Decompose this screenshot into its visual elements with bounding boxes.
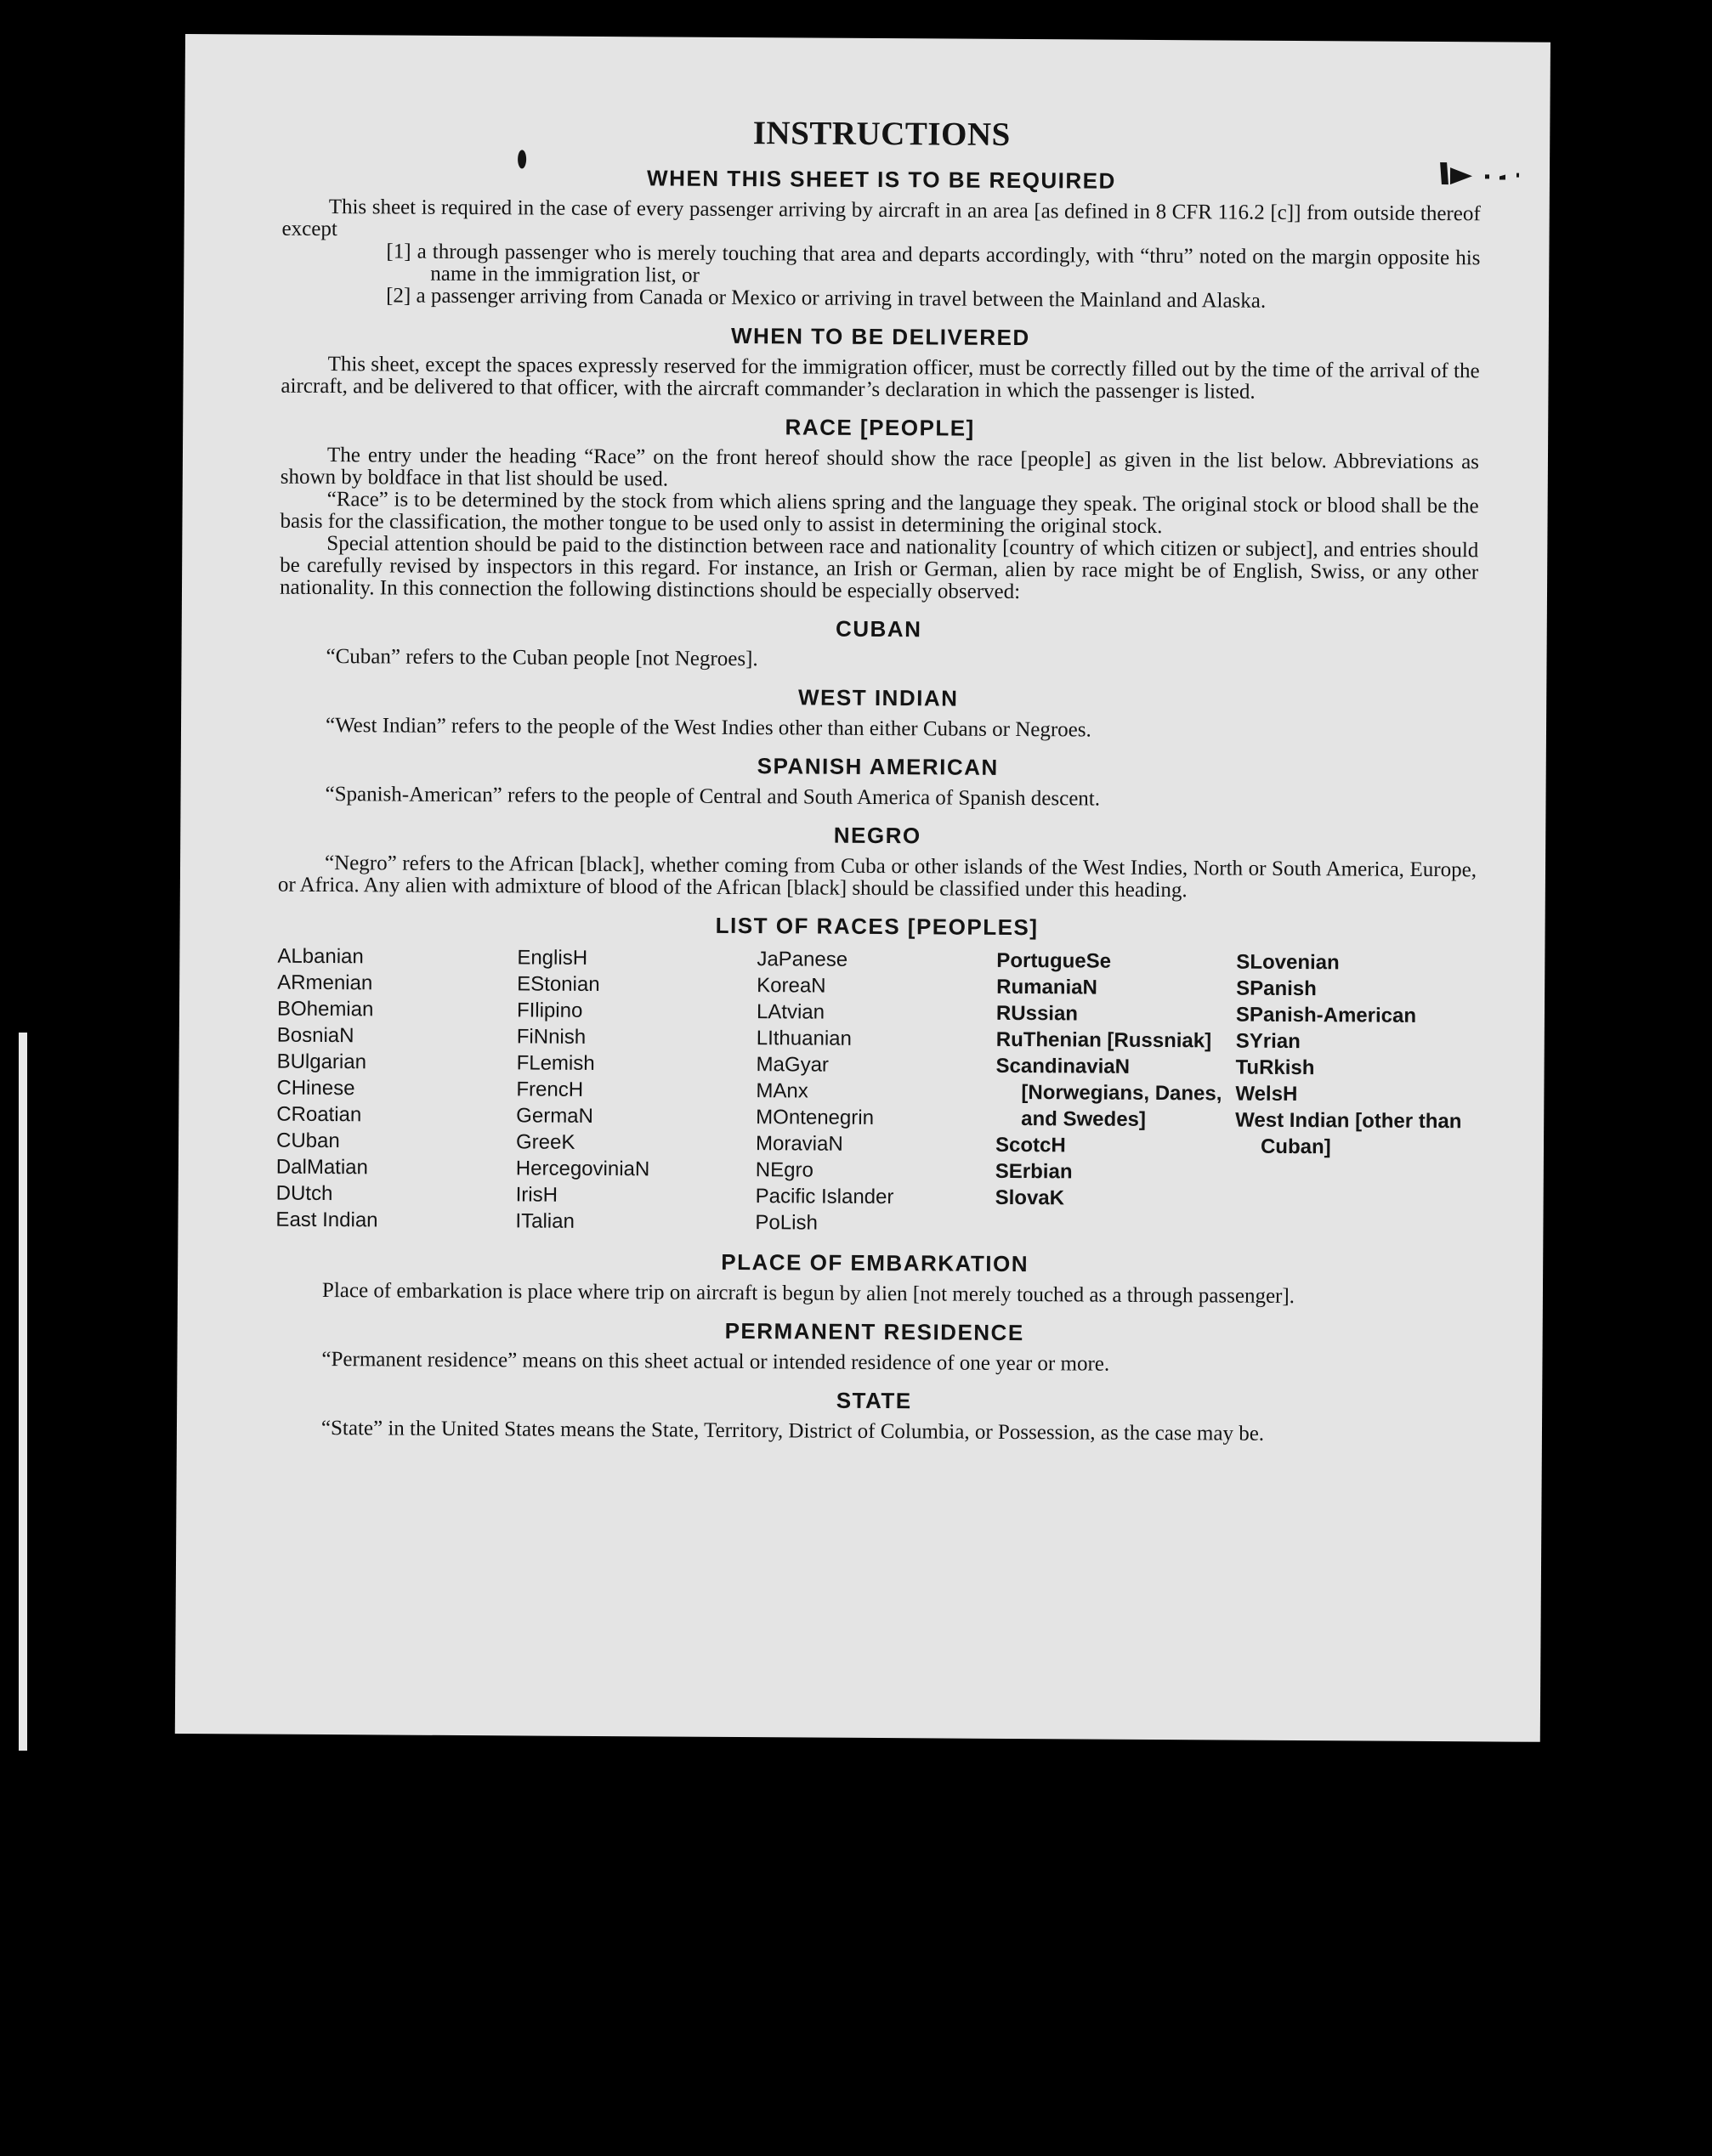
race-item: PoLish xyxy=(755,1211,818,1235)
races-column-5 xyxy=(1234,949,1476,1241)
race-item: ScotcH xyxy=(995,1133,1066,1157)
when-delivered-text: This sheet, except the spaces expressly reserved for the immigration officer, must be correctly filled out by the time of the arrival of the aircraft, and be delivered to that officer, with the aircraft commander’s declaration in which the passenger is listed. xyxy=(281,353,1480,404)
heading-list-of-races: LIST OF RACES [PEOPLES] xyxy=(715,912,1039,941)
race-item: KoreaN xyxy=(757,974,826,998)
race-item: SlovaK xyxy=(995,1186,1065,1210)
west-indian-text: “West Indian” refers to the people of the West Indies other than either Cubans or Negroes. xyxy=(325,714,1091,742)
race-item: RumaniaN xyxy=(996,975,1097,999)
race-item: East Indian xyxy=(275,1208,378,1232)
race-item: FrencH xyxy=(516,1078,584,1101)
race-item: ScandinaviaN [Norwegians, Danes, and Swedes] xyxy=(995,1054,1222,1131)
state-text: “State” in the United States means the State, Territory, District of Columbia, or Possession, as the case may be. xyxy=(320,1417,1265,1446)
race-item: LAtvian xyxy=(756,1000,825,1024)
races-column-2 xyxy=(515,944,757,1236)
race-item: SPanish xyxy=(1236,976,1317,1001)
heading-cuban: CUBAN xyxy=(835,615,922,642)
race-paragraph-1: The entry under the heading “Race” on the front hereof should show the race [people] as given in the list below. Abbreviations as shown by boldface in that list should be used. xyxy=(280,444,1480,491)
race-item: IrisH xyxy=(515,1183,558,1207)
spanish-american-text: “Spanish-American” refers to the people of Central and South America of Spanish descent. xyxy=(325,783,1101,811)
race-item: GreeK xyxy=(515,1130,575,1154)
race-item: MOntenegrin xyxy=(756,1106,875,1129)
race-item: FIlipino xyxy=(516,999,583,1022)
heading-state: STATE xyxy=(836,1387,912,1414)
race-item: CUban xyxy=(275,1129,340,1153)
race-item: EStonian xyxy=(517,972,600,996)
race-item: JaPanese xyxy=(757,948,848,971)
race-item: ITalian xyxy=(515,1209,575,1233)
race-item: GermaN xyxy=(516,1104,593,1128)
race-item: Pacific Islander xyxy=(755,1185,894,1209)
race-item: CRoatian xyxy=(276,1102,362,1127)
race-item: CHinese xyxy=(276,1076,355,1101)
race-item: ARmenian xyxy=(277,970,373,995)
heading-permanent-residence: PERMANENT RESIDENCE xyxy=(724,1317,1024,1346)
race-item: ALbanian xyxy=(277,944,364,969)
race-paragraph-3: Special attention should be paid to the distinction between race and nationality [country of which citizen or subject], and entries should be carefully revised by inspectors in this regard. For instance, an Irish or German, alien by race might be of English, Swiss, or any other nationality. In this connection the following distinctions should be especially observed: xyxy=(279,532,1479,604)
race-item: SPanish-American xyxy=(1235,1003,1417,1027)
race-item: DUtch xyxy=(275,1181,333,1206)
races-column-3 xyxy=(755,946,996,1237)
race-item: TuRkish xyxy=(1235,1055,1315,1080)
race-item: MoraviaN xyxy=(755,1132,843,1156)
page-title: INSTRUCTIONS xyxy=(752,115,1011,153)
race-item: SYrian xyxy=(1235,1029,1301,1054)
heading-race: RACE [PEOPLE] xyxy=(785,414,975,441)
race-paragraph-2: “Race” is to be determined by the stock from which aliens spring and the language they speak. The original stock or blood shall be the basis for the classification, the mother tongue to be used only to assist in determining the original stock. xyxy=(280,488,1479,539)
race-item: RuThenian [Russniak] xyxy=(995,1027,1212,1053)
exception-item-2: [2] a passenger arriving from Canada or Mexico or arriving in travel between the Mainland and Alaska. xyxy=(386,284,1267,313)
race-item: BOhemian xyxy=(276,997,374,1021)
race-item: BosniaN xyxy=(276,1023,354,1048)
heading-embarkation: PLACE OF EMBARKATION xyxy=(721,1248,1029,1277)
races-column-1 xyxy=(275,943,517,1235)
race-item: FiNnish xyxy=(516,1025,587,1049)
cuban-text: “Cuban” refers to the Cuban people [not Negroes]. xyxy=(326,645,758,671)
scan-edge-strip xyxy=(19,1033,27,1751)
instruction-sheet xyxy=(175,34,1550,1742)
race-item: West Indian [other than Cuban] xyxy=(1235,1108,1462,1159)
race-item: MAnx xyxy=(756,1079,808,1103)
heading-negro: NEGRO xyxy=(833,822,921,849)
race-item: SLovenian xyxy=(1236,950,1340,975)
race-item: MaGyar xyxy=(756,1053,830,1077)
race-item: HercegoviniaN xyxy=(515,1157,650,1181)
embarkation-text: Place of embarkation is place where trip on aircraft is begun by alien [not merely touched as a through passenger]. xyxy=(321,1279,1295,1308)
race-item: BUlgarian xyxy=(276,1050,367,1074)
race-item: NEgro xyxy=(755,1158,813,1182)
heading-when-required: WHEN THIS SHEET IS TO BE REQUIRED xyxy=(647,165,1116,194)
residence-text: “Permanent residence” means on this sheet actual or intended residence of one year or more. xyxy=(321,1348,1110,1376)
race-item: DalMatian xyxy=(275,1155,368,1180)
race-item: EnglisH xyxy=(517,946,588,970)
race-item: LIthuanian xyxy=(756,1027,852,1050)
heading-west-indian: WEST INDIAN xyxy=(797,684,959,711)
when-required-intro: This sheet is required in the case of every passenger arriving by aircraft in an area [as defined in 8 CFR 116.2 [c]] from outside thereof except xyxy=(281,195,1481,241)
heading-when-delivered: WHEN TO BE DELIVERED xyxy=(730,322,1030,351)
race-item: RUssian xyxy=(995,1001,1079,1026)
race-item: SErbian xyxy=(995,1159,1073,1184)
negro-text: “Negro” refers to the African [black], whether coming from Cuba or other islands of the West Indies, North or South America, Europe, or Africa. Any alien with admixture of blood of the African [black] should be classified under this heading. xyxy=(277,852,1477,903)
races-column-4 xyxy=(995,948,1236,1239)
heading-spanish-american: SPANISH AMERICAN xyxy=(757,753,999,780)
document-body xyxy=(275,111,1482,1447)
race-item: FLemish xyxy=(516,1051,595,1075)
race-item: WelsH xyxy=(1235,1082,1298,1106)
races-list xyxy=(275,943,1476,1241)
race-item: PortugueSe xyxy=(996,948,1112,973)
exception-item-1: [1] a through passenger who is merely touching that area and departs accordingly, with “thru” noted on the margin opposite his name in the immigration list, or xyxy=(386,240,1481,287)
